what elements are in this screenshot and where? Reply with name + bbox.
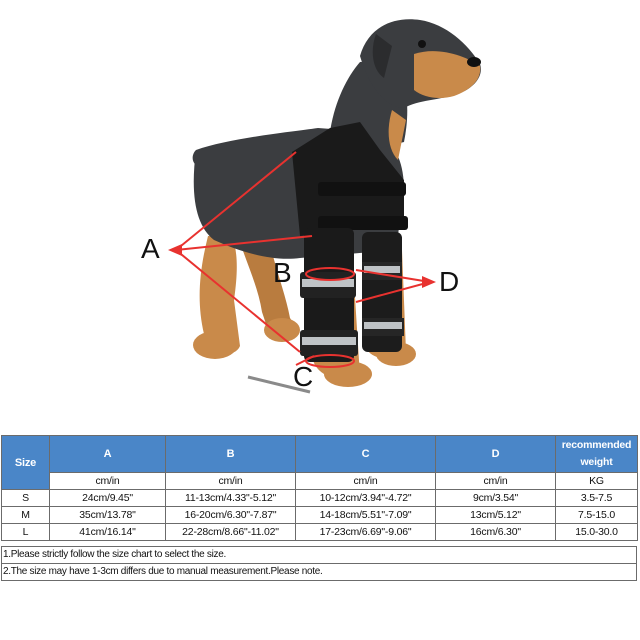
table-row <box>2 507 638 524</box>
header-a: A <box>50 436 166 473</box>
header-size: Size <box>2 436 50 490</box>
cell-c: 10-12cm/3.94"-4.72" <box>296 490 436 507</box>
unit-c: cm/in <box>296 473 436 490</box>
reflective-strip <box>302 337 356 345</box>
header-b: B <box>166 436 296 473</box>
table-row <box>2 490 638 507</box>
header-c: C <box>296 436 436 473</box>
unit-b: cm/in <box>166 473 296 490</box>
label-d: D <box>439 266 460 297</box>
note-line: 1.Please strictly follow the size chart to select the size. <box>3 549 226 560</box>
cell-d: 13cm/5.12" <box>436 507 556 524</box>
arrow-a <box>168 244 182 256</box>
label-a: A <box>141 233 160 264</box>
arrow-d <box>422 276 436 288</box>
cell-size: S <box>2 490 50 507</box>
unit-a: cm/in <box>50 473 166 490</box>
cell-b: 22-28cm/8.66"-11.02" <box>166 524 296 541</box>
cell-weight: 7.5-15.0 <box>556 507 638 524</box>
dog-nose <box>467 57 481 67</box>
reflective-strip <box>364 322 402 329</box>
table-row <box>2 524 638 541</box>
cell-b: 11-13cm/4.33"-5.12" <box>166 490 296 507</box>
cell-size: L <box>2 524 50 541</box>
header-weight: recommended weight <box>556 436 638 473</box>
unit-d: cm/in <box>436 473 556 490</box>
cell-weight: 3.5-7.5 <box>556 490 638 507</box>
table-units-row <box>2 473 638 490</box>
cell-size: M <box>2 507 50 524</box>
dog-eye <box>418 40 426 48</box>
cell-weight: 15.0-30.0 <box>556 524 638 541</box>
size-notes <box>1 546 637 581</box>
cell-c: 14-18cm/5.51"-7.09" <box>296 507 436 524</box>
cell-d: 9cm/3.54" <box>436 490 556 507</box>
header-d: D <box>436 436 556 473</box>
harness-strap-bottom <box>318 216 408 230</box>
harness-strap-top <box>318 182 406 196</box>
unit-weight: KG <box>556 473 638 490</box>
cell-a: 41cm/16.14" <box>50 524 166 541</box>
table-header-row <box>2 436 638 473</box>
label-c: C <box>293 361 314 392</box>
cell-b: 16-20cm/6.30"-7.87" <box>166 507 296 524</box>
note-line: 2.The size may have 1-3cm differs due to manual measurement.Please note. <box>2 563 636 580</box>
dog-back-paw <box>193 331 237 359</box>
cell-c: 17-23cm/6.69"-9.06" <box>296 524 436 541</box>
size-chart-table <box>1 435 638 541</box>
label-b: B <box>273 257 292 288</box>
cell-a: 35cm/13.78" <box>50 507 166 524</box>
cell-a: 24cm/9.45" <box>50 490 166 507</box>
cell-d: 16cm/6.30" <box>436 524 556 541</box>
